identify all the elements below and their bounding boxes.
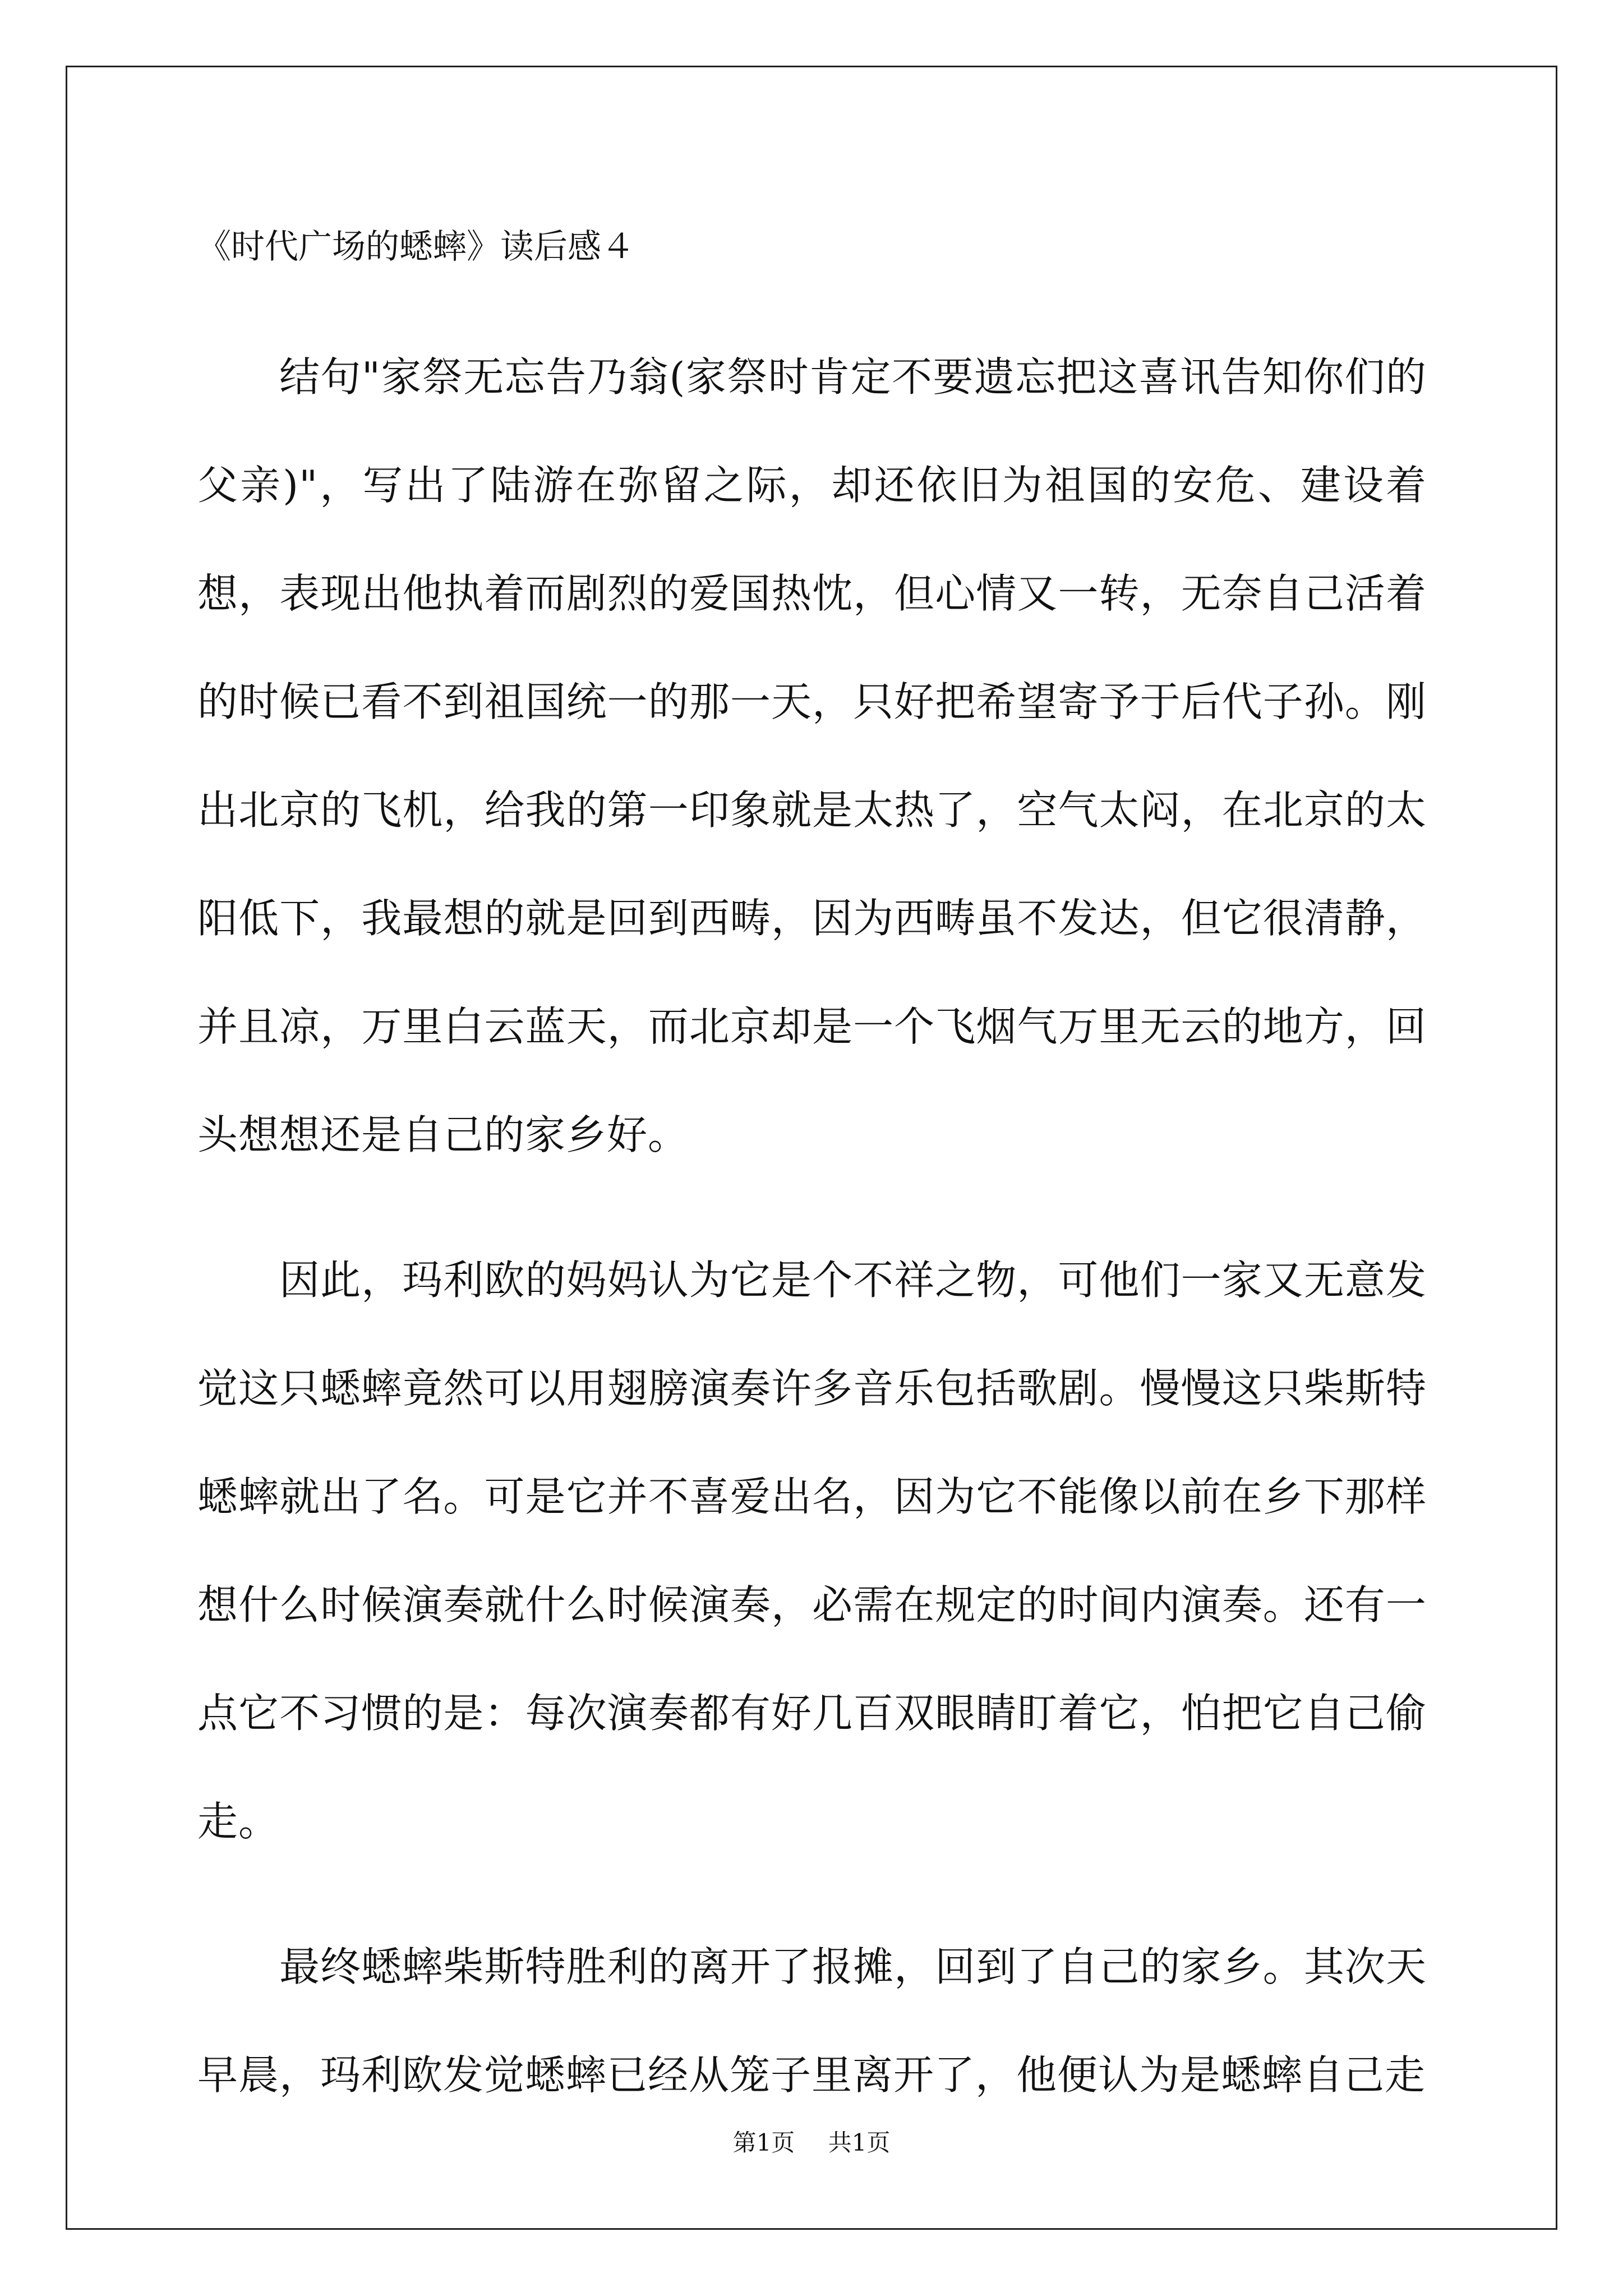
page-footer (0, 2126, 1623, 2160)
paragraph-3: 最终蟋蟀柴斯特胜利的离开了报摊，回到了自己的家乡。其次天早晨，玛利欧发觉蟋蟀已经从笼子里离开了，他便认为是蟋蟀自己走 (197, 1943, 1427, 2099)
document-title: 《时代广场的蟋蟀》读后感４ (197, 227, 635, 266)
paragraph-2: 因此，玛利欧的妈妈认为它是个不祥之物，可他们一家又无意发觉这只蟋蟀竟然可以用翅膀演奏许多音乐包括歌剧。慢慢这只柴斯特蟋蟀就出了名。可是它并不喜爱出名，因为它不能像以前在乡下那样想什么时候演奏就什么时候演奏，必需在规定的时间内演奏。还有一点它不习惯的是：每次演奏都有好几百双眼睛盯着它，怕把它自己偷走。 (197, 1257, 1427, 1845)
paragraph-1: 结句"家祭无忘告乃翁(家祭时肯定不要遗忘把这喜讯告知你们的父亲)"，写出了陆游在弥留之际，却还依旧为祖国的安危、建设着想，表现出他执着而剧烈的爱国热忱，但心情又一转，无奈自己活着的时候已看不到祖国统一的那一天，只好把希望寄予于后代子孙。刚出北京的飞机，给我的第一印象就是太热了，空气太闷，在北京的太阳低下，我最想的就是回到西畴，因为西畴虽不发达，但它很清静，并且凉，万里白云蓝天，而北京却是一个飞烟气万里无云的地方，回头想想还是自己的家乡好。 (197, 353, 1427, 1158)
page-total: 共1页 (828, 2129, 891, 2156)
document-body (197, 208, 1427, 2166)
page-number: 第1页 (732, 2129, 795, 2156)
